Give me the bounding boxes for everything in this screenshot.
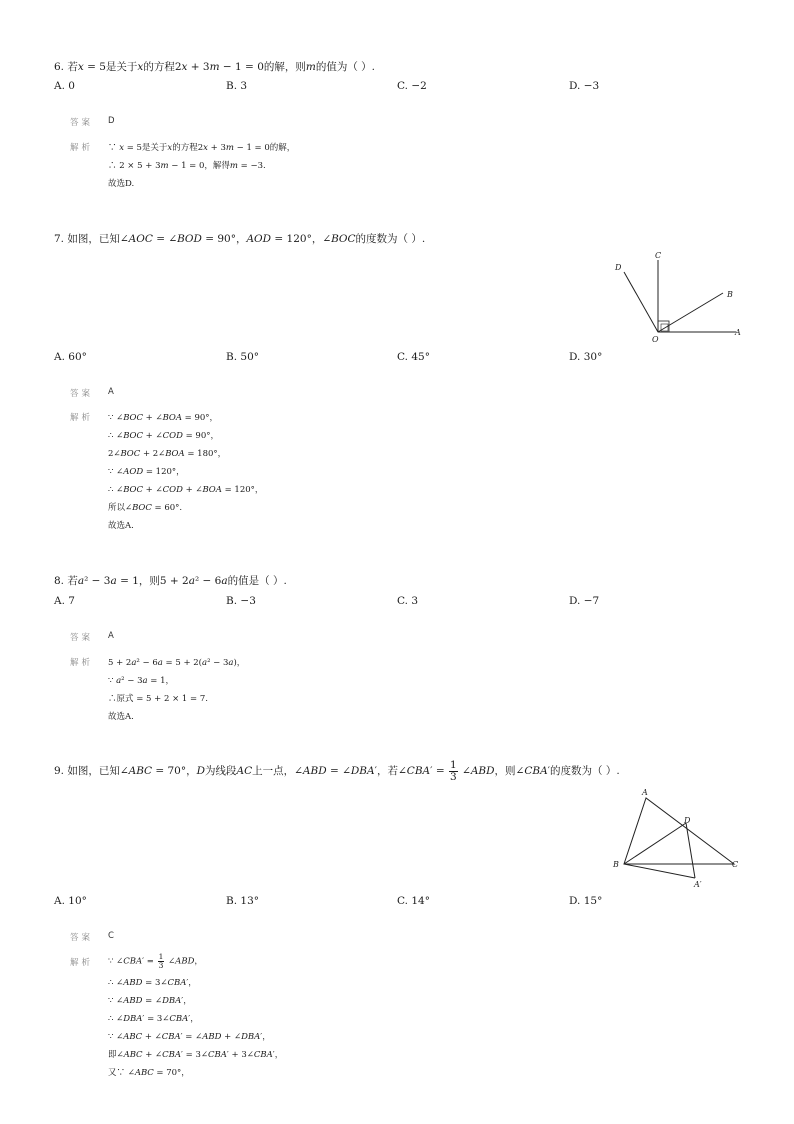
q6-option-a: A. 0	[54, 80, 75, 92]
q7-analysis-line: ∵ ∠𝐵𝑂𝐶 + ∠𝐵𝑂𝐴 = 90°，	[108, 413, 219, 423]
label-d: D	[684, 816, 691, 825]
q9-analysis-line: 即∠𝐴𝐵𝐶 + ∠𝐶𝐵𝐴′ = 3∠𝐶𝐵𝐴′ + 3∠𝐶𝐵𝐴′，	[108, 1050, 284, 1060]
q9-analysis-line	[108, 953, 203, 969]
q9-analysis-label: 解析	[70, 958, 94, 968]
q7-option-d: D. 30°	[569, 351, 603, 363]
q9-option-d: D. 15°	[569, 895, 603, 907]
q6-option-b: B. 3	[226, 80, 248, 92]
q6-analysis-label: 解析	[70, 143, 94, 153]
q8-analysis-label: 解析	[70, 658, 94, 668]
q9-analysis-line: ∵ ∠𝐴𝐵𝐶 + ∠𝐶𝐵𝐴′ = ∠𝐴𝐵𝐷 + ∠𝐷𝐵𝐴′，	[108, 1032, 271, 1042]
q7-analysis-line: ∴ ∠𝐵𝑂𝐶 + ∠𝐶𝑂𝐷 + ∠𝐵𝑂𝐴 = 120°，	[108, 485, 264, 495]
q9-analysis-part: ∵ ∠𝐶𝐵𝐴′ =	[108, 956, 154, 967]
q8-stem: 8. 若𝑎² − 3𝑎 = 1，则5 + 2𝑎² − 6𝑎的值是（ ）.	[54, 575, 287, 587]
q8-option-a: A. 7	[54, 595, 75, 607]
label-a: A	[642, 788, 648, 797]
q8-answer: A	[108, 631, 114, 641]
q9-option-a: A. 10°	[54, 895, 87, 907]
q7-analysis-line: 所以∠𝐵𝑂𝐶 = 60°.	[108, 503, 183, 513]
fraction-denominator: 3	[158, 960, 164, 970]
q7-answer-label: 答案	[70, 389, 94, 399]
fraction	[158, 953, 165, 969]
q9-stem	[54, 760, 620, 782]
label-o: O	[652, 335, 659, 344]
q9-analysis-line: ∴ ∠𝐷𝐵𝐴′ = 3∠𝐶𝐵𝐴′，	[108, 1014, 199, 1024]
q7-option-c: C. 45°	[397, 351, 430, 363]
q8-analysis-line: ∵ 𝑎² − 3𝑎 = 1，	[108, 676, 175, 686]
q6-analysis-line: ∵ 𝑥 = 5是关于𝑥的方程2𝑥 + 3𝑚 − 1 = 0的解，	[108, 143, 296, 153]
q9-option-c: C. 14°	[397, 895, 430, 907]
q7-answer: A	[108, 387, 114, 397]
q8-answer-label: 答案	[70, 633, 94, 643]
q9-answer: C	[108, 931, 114, 941]
q9-analysis-line: 又∵ ∠𝐴𝐵𝐶 = 70°，	[108, 1068, 190, 1078]
fraction	[449, 760, 458, 782]
q6-analysis-line: ∴ 2 × 5 + 3𝑚 − 1 = 0，解得𝑚 = −3.	[108, 161, 266, 171]
segment-ba-prime	[624, 864, 695, 878]
q8-analysis-line: 故选A.	[108, 712, 134, 722]
q9-analysis-part: ∠𝐴𝐵𝐷，	[168, 956, 203, 967]
q8-option-c: C. 3	[397, 595, 419, 607]
q6-answer: D	[108, 116, 115, 126]
q9-triangle-figure	[606, 785, 746, 891]
label-c: C	[732, 860, 739, 869]
q7-analysis-line: 故选A.	[108, 521, 134, 531]
q7-analysis-line: ∴ ∠𝐵𝑂𝐶 + ∠𝐶𝑂𝐷 = 90°，	[108, 431, 219, 441]
ray-od	[624, 272, 658, 332]
q8-analysis-line: ∴原式 = 5 + 2 × 1 = 7.	[108, 694, 208, 704]
label-c: C	[655, 251, 662, 260]
q7-stem: 7. 如图，已知∠𝐴𝑂𝐶 = ∠𝐵𝑂𝐷 = 90°，𝐴𝑂𝐷 = 120°，∠𝐵𝑂𝐶的度数为（ ）.	[54, 233, 426, 245]
q6-stem: 6. 若𝑥 = 5是关于𝑥的方程2𝑥 + 3𝑚 − 1 = 0的解，则𝑚的值为（ ）.	[54, 61, 376, 73]
fraction-numerator: 1	[158, 952, 164, 961]
q6-answer-label: 答案	[70, 118, 94, 128]
label-a-prime: A′	[694, 880, 702, 889]
q7-angle-figure	[608, 248, 748, 344]
label-b: B	[727, 290, 733, 299]
label-d: D	[615, 263, 622, 272]
q7-analysis-label: 解析	[70, 413, 94, 423]
q8-analysis-line: 5 + 2𝑎² − 6𝑎 = 5 + 2(𝑎² − 3𝑎)，	[108, 658, 246, 668]
q7-analysis-line: 2∠𝐵𝑂𝐶 + 2∠𝐵𝑂𝐴 = 180°，	[108, 449, 227, 459]
label-b: B	[613, 860, 619, 869]
triangle-abc	[624, 798, 734, 864]
q6-option-d: D. −3	[569, 80, 600, 92]
q8-option-d: D. −7	[569, 595, 600, 607]
segment-bd	[624, 823, 686, 864]
q9-stem-part: 9. 如图，已知∠𝐴𝐵𝐶 = 70°，𝐷为线段𝐴𝐶上一点，∠𝐴𝐵𝐷 = ∠𝐷𝐵𝐴′，若∠𝐶𝐵𝐴′ =	[54, 765, 445, 777]
q9-option-b: B. 13°	[226, 895, 260, 907]
q7-option-a: A. 60°	[54, 351, 87, 363]
q6-option-c: C. −2	[397, 80, 427, 92]
q7-analysis-line: ∵ ∠𝐴𝑂𝐷 = 120°，	[108, 467, 185, 477]
q9-stem-part: ∠𝐴𝐵𝐷，则∠𝐶𝐵𝐴′的度数为（ ）.	[462, 765, 620, 777]
q8-option-b: B. −3	[226, 595, 256, 607]
fraction-denominator: 3	[450, 770, 457, 783]
q9-analysis-line: ∴ ∠𝐴𝐵𝐷 = 3∠𝐶𝐵𝐴′，	[108, 978, 197, 988]
fraction-numerator: 1	[450, 759, 457, 771]
q7-option-b: B. 50°	[226, 351, 260, 363]
q6-analysis-line: 故选D.	[108, 179, 135, 189]
q9-analysis-line: ∵ ∠𝐴𝐵𝐷 = ∠𝐷𝐵𝐴′，	[108, 996, 192, 1006]
label-a: A	[735, 328, 741, 337]
q9-answer-label: 答案	[70, 933, 94, 943]
